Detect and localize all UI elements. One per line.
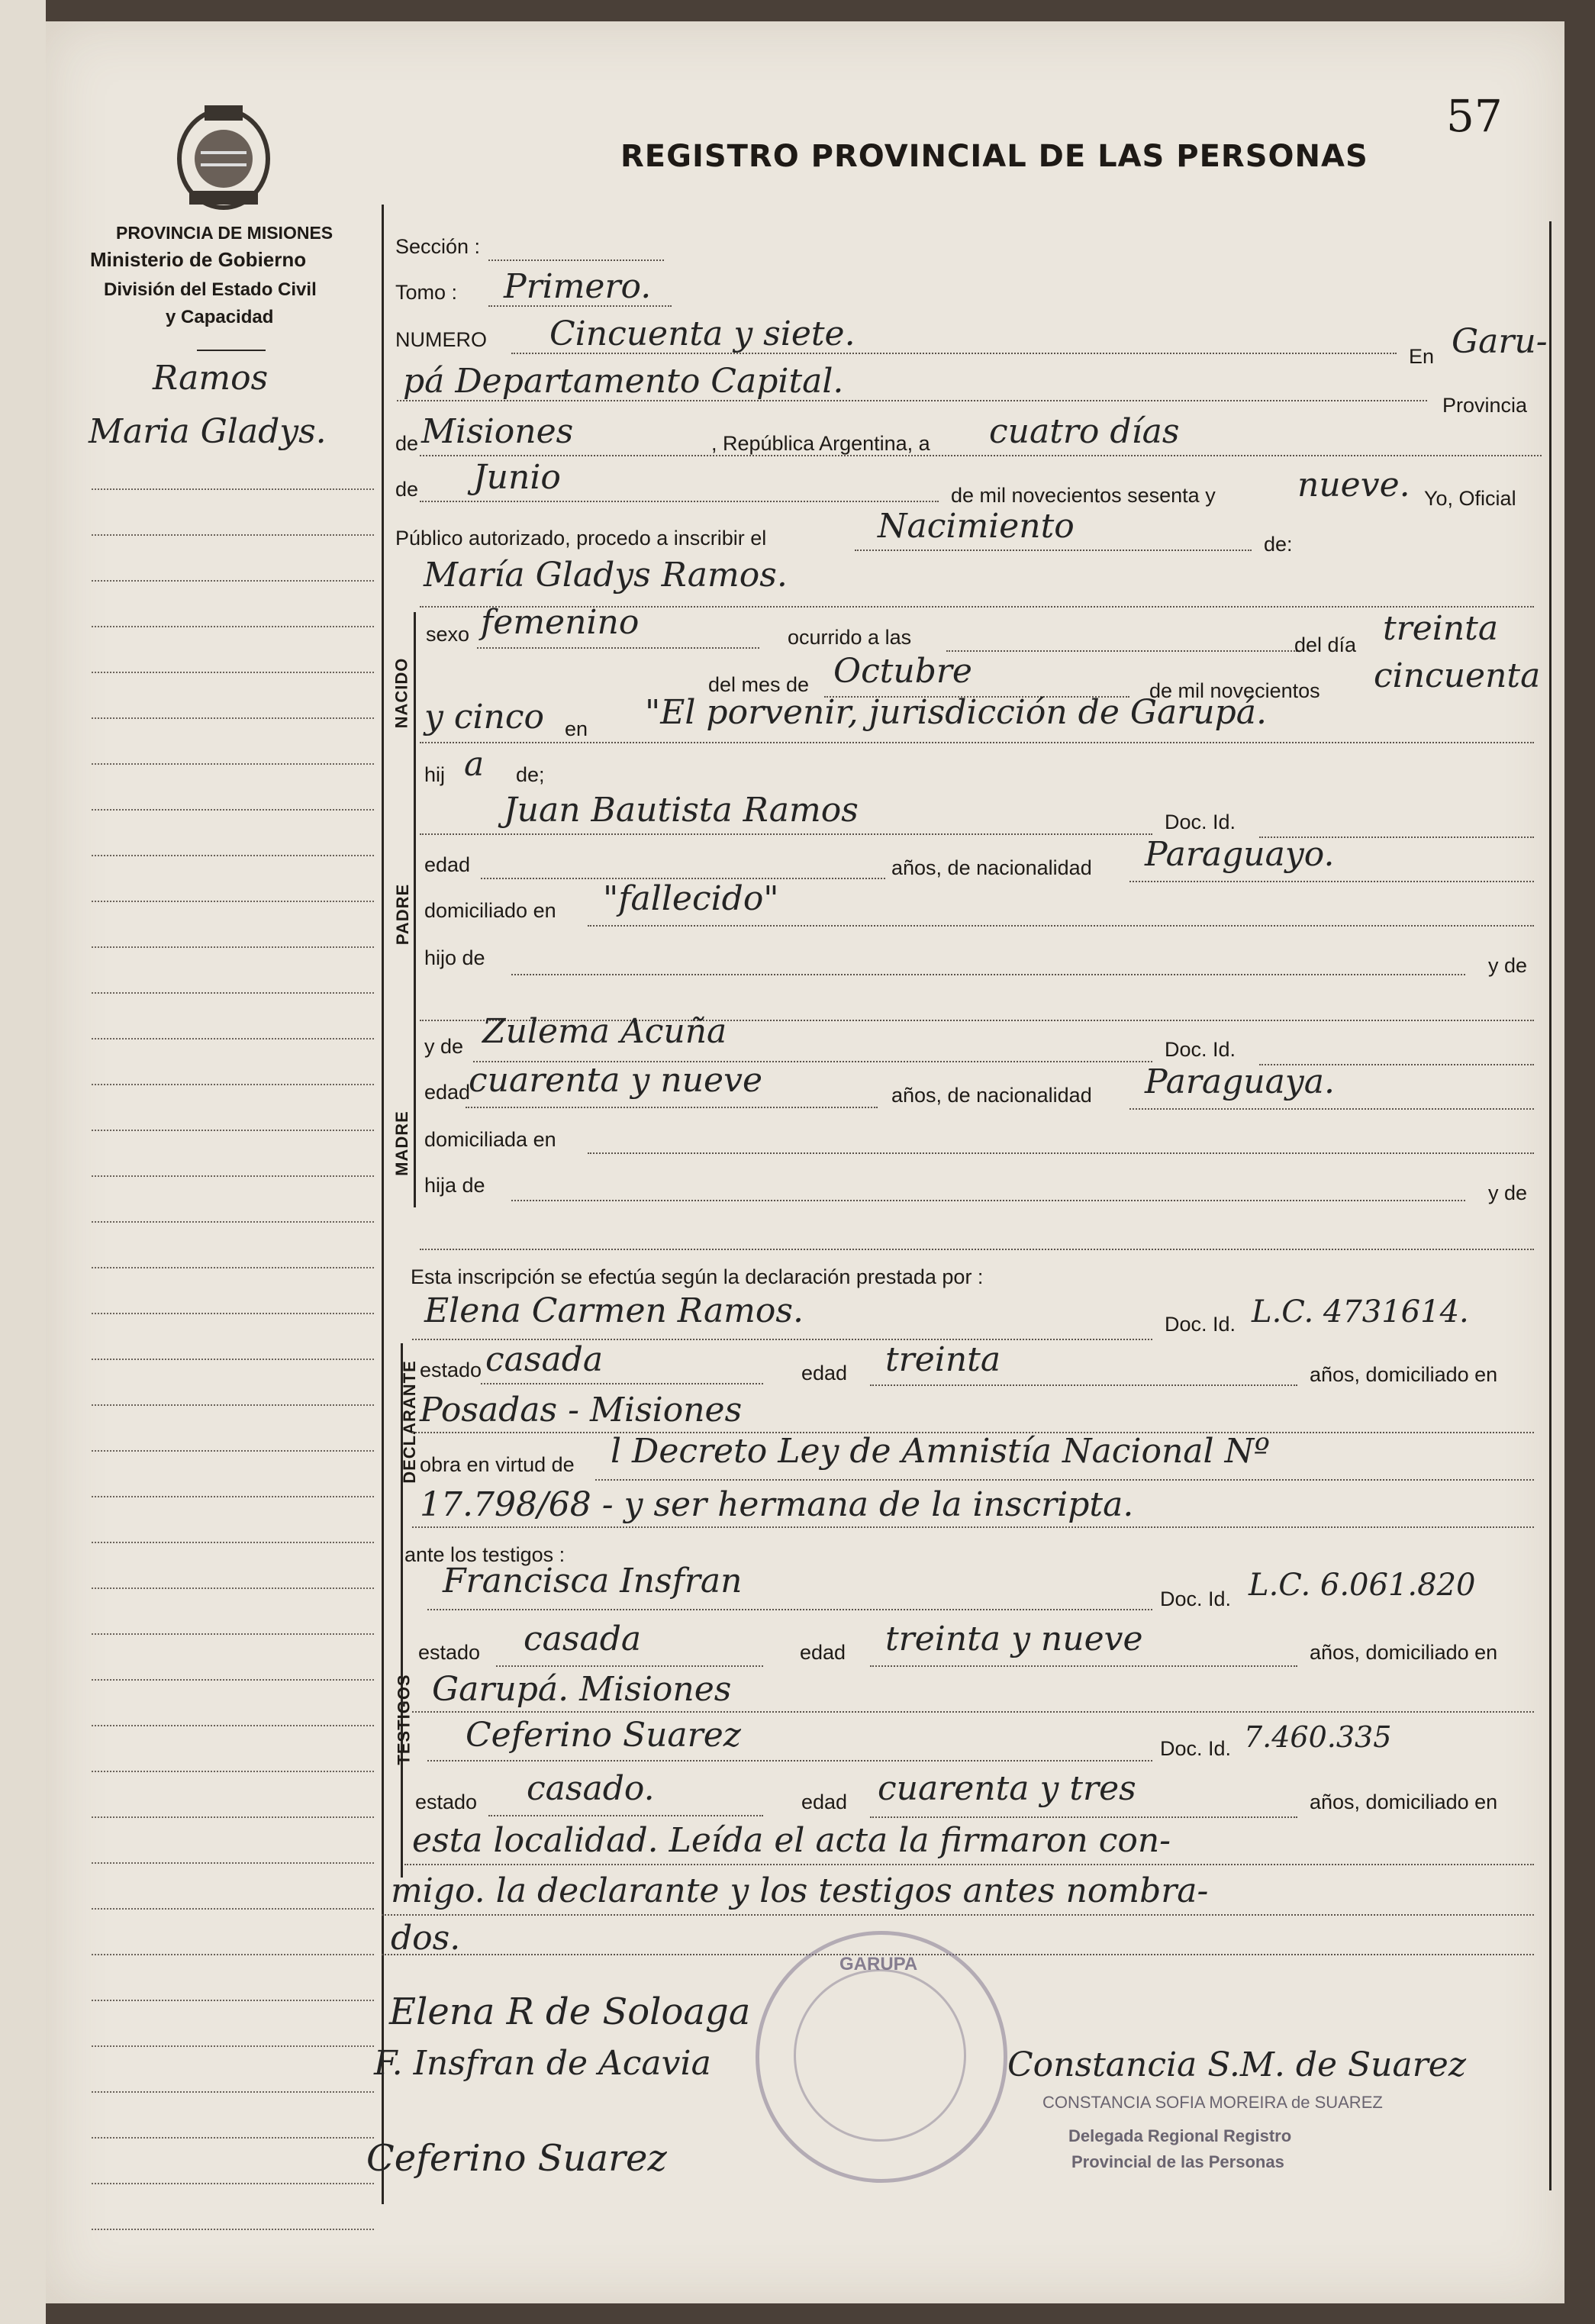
testigo2-doc-value: 7.460.335 bbox=[1244, 1720, 1392, 1754]
declarante-estado-value: casada bbox=[485, 1340, 604, 1379]
testigo1-edad-label: edad bbox=[800, 1641, 846, 1664]
madre-doc-label: Doc. Id. bbox=[1165, 1038, 1236, 1061]
division-label: División del Estado Civil bbox=[104, 279, 317, 300]
obra-value2: 17.798/68 - y ser hermana de la inscripta. bbox=[420, 1485, 1134, 1524]
tomo-value: Primero. bbox=[504, 267, 652, 306]
closing-line2: dos. bbox=[391, 1919, 461, 1958]
testigos-section-label: TESTIGOS bbox=[394, 1674, 414, 1765]
place-value: pá Departamento Capital. bbox=[403, 362, 844, 401]
book-spine bbox=[0, 0, 46, 2324]
mes-value: Junio bbox=[473, 458, 561, 497]
padre-nacionalidad-label: años, de nacionalidad bbox=[891, 856, 1092, 879]
declarante-domicilio-label: años, domiciliado en bbox=[1310, 1363, 1498, 1386]
margin-rule bbox=[92, 809, 374, 811]
oficial-label: Yo, Oficial bbox=[1424, 487, 1516, 510]
margin-rule bbox=[92, 717, 374, 719]
dia-value: treinta bbox=[1383, 609, 1499, 648]
oficial-sello-registro: Provincial de las Personas bbox=[1071, 2152, 1284, 2171]
testigo2-domicilio-value: esta localidad. Leída el acta la firmaron con- bbox=[412, 1821, 1171, 1860]
declarante-nombre: Elena Carmen Ramos. bbox=[424, 1291, 804, 1330]
testigo2-doc-label: Doc. Id. bbox=[1160, 1737, 1232, 1760]
numero-label: NUMERO bbox=[395, 328, 487, 351]
margin-rule bbox=[92, 2183, 374, 2184]
seal-top-text: GARUPA bbox=[839, 1954, 918, 1974]
margin-rule bbox=[92, 1313, 374, 1314]
de3-label: de: bbox=[1264, 533, 1293, 556]
margin-rule bbox=[92, 534, 374, 536]
margin-rule bbox=[92, 1359, 374, 1360]
madre-hija-de-label: hija de bbox=[424, 1174, 485, 1197]
dias-value: cuatro días bbox=[989, 412, 1180, 451]
padre-nombre: Juan Bautista Ramos bbox=[504, 791, 859, 830]
oficial-sello-nombre: CONSTANCIA SOFIA MOREIRA de SUAREZ bbox=[1042, 2093, 1383, 2112]
testigo2-edad-value: cuarenta y tres bbox=[878, 1769, 1136, 1808]
nacido-anio-value: cincuenta bbox=[1374, 656, 1541, 695]
madre-y-de-label: y de bbox=[424, 1035, 464, 1058]
margin-rule bbox=[92, 1450, 374, 1452]
madre-edad-value: cuarenta y nueve bbox=[469, 1061, 762, 1100]
declarante-doc-label: Doc. Id. bbox=[1165, 1313, 1236, 1336]
ministry-label: Ministerio de Gobierno bbox=[90, 248, 307, 271]
margin-rule bbox=[92, 2229, 374, 2230]
en-label: En bbox=[1409, 345, 1435, 368]
madre-nombre: Zulema Acuña bbox=[482, 1012, 727, 1051]
madre-nacionalidad-value: Paraguaya. bbox=[1145, 1062, 1335, 1101]
madre-edad-label: edad bbox=[424, 1081, 471, 1104]
testigo1-estado-label: estado bbox=[418, 1641, 481, 1664]
margin-rule bbox=[92, 1130, 374, 1131]
declarante-estado-label: estado bbox=[420, 1359, 482, 1381]
margin-rule bbox=[92, 1771, 374, 1772]
oficial-sello-cargo: Delegada Regional Registro bbox=[1068, 2126, 1292, 2145]
official-seal-inner bbox=[794, 1969, 966, 2142]
padre-nacionalidad-value: Paraguayo. bbox=[1145, 835, 1335, 874]
margin-rule bbox=[92, 488, 374, 490]
tomo-label: Tomo : bbox=[395, 281, 458, 304]
margin-rule bbox=[92, 901, 374, 902]
ocurrido-label: ocurrido a las bbox=[788, 626, 912, 649]
margin-rule bbox=[92, 626, 374, 627]
testigo2-nombre: Ceferino Suarez bbox=[466, 1716, 741, 1755]
margin-rule bbox=[92, 1587, 374, 1589]
margin-rule bbox=[92, 855, 374, 856]
margin-rule bbox=[92, 1267, 374, 1268]
madre-y-de2-label: y de bbox=[1488, 1181, 1528, 1204]
hijo-label: hij bbox=[424, 763, 446, 786]
nacido-anio-value2: y cinco bbox=[424, 698, 545, 737]
testigo1-domicilio-label: años, domiciliado en bbox=[1310, 1641, 1498, 1664]
padre-domicilio-label: domiciliado en bbox=[424, 899, 556, 922]
obra-value: l Decreto Ley de Amnistía Nacional Nº bbox=[611, 1432, 1270, 1471]
right-border-line bbox=[1549, 221, 1552, 2190]
hijo-de-label: de; bbox=[516, 763, 545, 786]
nacido-nombre: María Gladys Ramos. bbox=[424, 556, 788, 595]
testigo2-estado-label: estado bbox=[415, 1791, 478, 1813]
margin-rule bbox=[92, 1404, 374, 1406]
firma-declarante: Elena R de Soloaga bbox=[389, 1990, 751, 2033]
acto-value: Nacimiento bbox=[878, 507, 1075, 546]
margin-rule bbox=[92, 1862, 374, 1864]
padre-hijo-de-label: hijo de bbox=[424, 946, 485, 969]
declarante-domicilio-value: Posadas - Misiones bbox=[420, 1391, 743, 1430]
anio-label: de mil novecientos sesenta y bbox=[951, 484, 1216, 507]
page-number: 57 bbox=[1446, 90, 1503, 142]
testigo1-edad-value: treinta y nueve bbox=[885, 1620, 1143, 1658]
margin-rule bbox=[92, 2045, 374, 2047]
testigo2-domicilio-label: años, domiciliado en bbox=[1310, 1791, 1498, 1813]
anio-value: nueve. bbox=[1297, 466, 1410, 504]
margin-note-names: Maria Gladys. bbox=[89, 412, 327, 451]
margin-rule bbox=[92, 672, 374, 673]
margin-rule bbox=[92, 1221, 374, 1223]
testigo2-edad-label: edad bbox=[801, 1791, 848, 1813]
margin-rule bbox=[92, 1954, 374, 1955]
declarante-edad-label: edad bbox=[801, 1362, 848, 1384]
testigo2-estado-value: casado. bbox=[527, 1769, 655, 1808]
testigo1-domicilio-value: Garupá. Misiones bbox=[432, 1670, 732, 1709]
testigo1-doc-value: L.C. 6.061.820 bbox=[1249, 1568, 1476, 1603]
nacido-lugar: "El porvenir, jurisdicción de Garupá. bbox=[645, 693, 1267, 732]
margin-rule bbox=[92, 763, 374, 765]
declarante-edad-value: treinta bbox=[885, 1340, 1001, 1379]
nacido-anio-label: de mil novecientos bbox=[1149, 679, 1320, 702]
hijo-suffix: a bbox=[464, 745, 485, 784]
sexo-label: sexo bbox=[426, 623, 470, 646]
madre-domicilio-label: domiciliada en bbox=[424, 1128, 556, 1151]
declaracion-intro: Esta inscripción se efectúa según la declaración prestada por : bbox=[411, 1265, 984, 1288]
provincia-label: Provincia bbox=[1442, 394, 1528, 417]
padre-section-label: PADRE bbox=[393, 883, 413, 946]
numero-value: Cincuenta y siete. bbox=[549, 314, 856, 353]
section-bracket-upper bbox=[414, 612, 416, 1207]
madre-section-label: MADRE bbox=[392, 1110, 411, 1176]
page-title: REGISTRO PROVINCIAL DE LAS PERSONAS bbox=[620, 139, 1368, 174]
mes-label: del mes de bbox=[708, 673, 810, 696]
publico-label: Público autorizado, procedo a inscribir el bbox=[395, 527, 767, 550]
obra-label: obra en virtud de bbox=[420, 1453, 575, 1476]
testigo1-doc-label: Doc. Id. bbox=[1160, 1587, 1232, 1610]
firma-testigo2: Ceferino Suarez bbox=[366, 2137, 667, 2180]
nacido-section-label: NACIDO bbox=[392, 657, 411, 729]
dia-label: del día bbox=[1294, 633, 1357, 656]
testigos-intro: ante los testigos : bbox=[404, 1543, 566, 1566]
margin-rule bbox=[92, 1084, 374, 1085]
margin-rule bbox=[92, 1816, 374, 1818]
padre-y-de-label: y de bbox=[1488, 954, 1528, 977]
margin-rule bbox=[92, 1038, 374, 1040]
margin-rule bbox=[92, 1679, 374, 1681]
margin-rule bbox=[92, 2091, 374, 2093]
margin-rule bbox=[92, 1175, 374, 1177]
seccion-label: Sección : bbox=[395, 235, 481, 258]
margin-rule bbox=[92, 2000, 374, 2001]
margin-note-surname: Ramos bbox=[153, 359, 269, 398]
margin-rule bbox=[92, 1496, 374, 1497]
sexo-value: femenino bbox=[481, 603, 640, 642]
firma-testigo1: F. Insfran de Acavia bbox=[374, 2044, 711, 2083]
margin-rule bbox=[92, 1542, 374, 1543]
provincia-value: Misiones bbox=[421, 412, 574, 451]
province-label: PROVINCIA DE MISIONES bbox=[116, 223, 334, 243]
madre-nacionalidad-label: años, de nacionalidad bbox=[891, 1084, 1092, 1107]
padre-doc-label: Doc. Id. bbox=[1165, 811, 1236, 833]
margin-rule bbox=[92, 1725, 374, 1726]
margin-rule bbox=[92, 1908, 374, 1910]
padre-edad-label: edad bbox=[424, 853, 471, 876]
testigo1-nombre: Francisca Insfran bbox=[443, 1562, 743, 1600]
margin-rule bbox=[92, 2137, 374, 2139]
coat-of-arms-icon bbox=[174, 99, 273, 214]
margin-column-line bbox=[382, 205, 384, 2204]
testigo1-estado-value: casada bbox=[524, 1620, 642, 1658]
de-label: de bbox=[395, 432, 419, 455]
margin-rule bbox=[92, 1633, 374, 1635]
padre-domicilio-value: "fallecido" bbox=[603, 879, 779, 918]
capacity-label: y Capacidad bbox=[166, 307, 274, 327]
closing-line1: migo. la declarante y los testigos antes nombra- bbox=[391, 1871, 1209, 1910]
firma-oficial: Constancia S.M. de Suarez bbox=[1007, 2045, 1467, 2084]
en-value: Garu- bbox=[1452, 322, 1548, 361]
declarante-doc-value: L.C. 4731614. bbox=[1252, 1294, 1469, 1330]
nacido-en-label: en bbox=[565, 717, 588, 740]
margin-rule bbox=[92, 992, 374, 994]
republica-label: , República Argentina, a bbox=[711, 432, 930, 455]
declarante-section-label: DECLARANTE bbox=[399, 1360, 419, 1484]
margin-rule bbox=[92, 580, 374, 582]
margin-rule bbox=[92, 946, 374, 948]
nacido-mes-value: Octubre bbox=[833, 652, 972, 691]
de2-label: de bbox=[395, 478, 419, 501]
